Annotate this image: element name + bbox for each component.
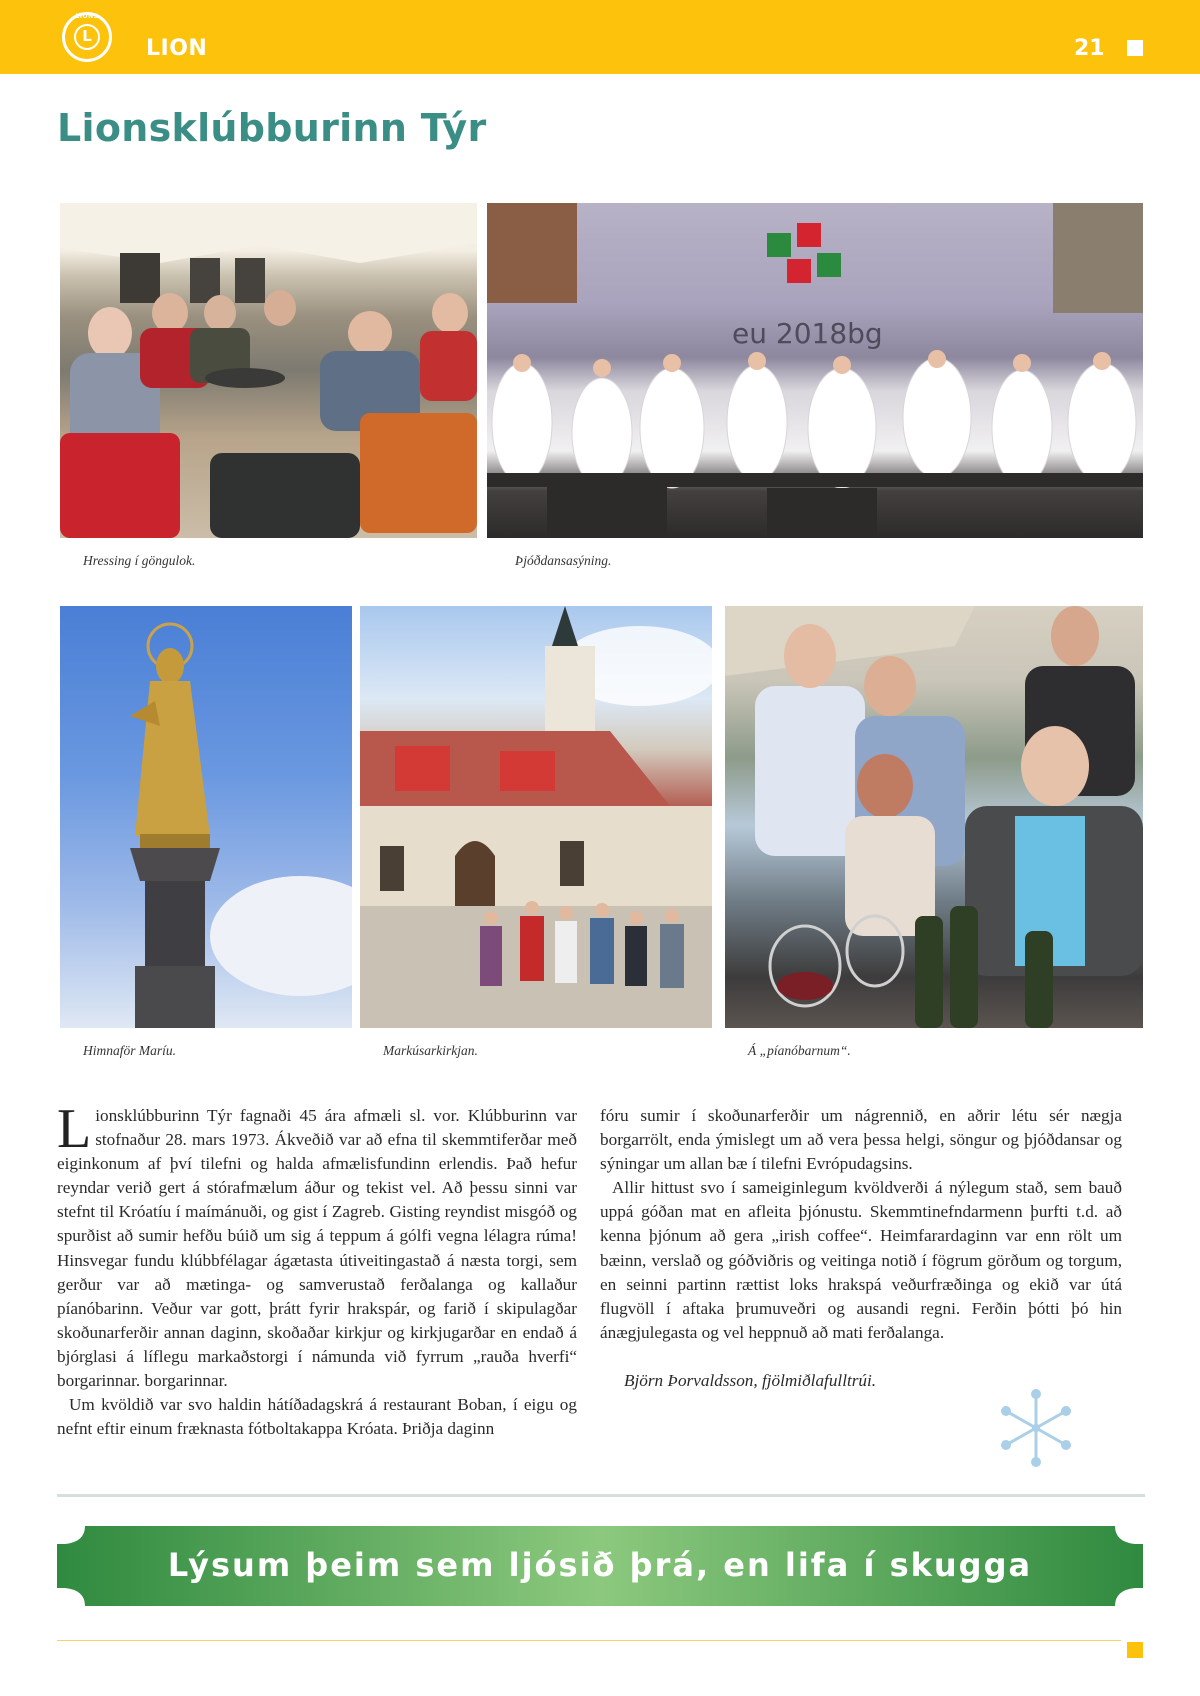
author-signature: Björn Þorvaldsson, fjölmiðlafulltrúi.: [624, 1370, 877, 1390]
photo-dancers-illustration: [487, 203, 1143, 538]
photo-caption-4: Markúsarkirkjan.: [383, 1043, 478, 1058]
slogan-banner: [57, 1526, 1143, 1606]
photo-caption-1: Hressing í göngulok.: [83, 553, 196, 568]
photo-caption-2: Þjóðdansasýning.: [515, 553, 612, 568]
article-column-2: [600, 1104, 1122, 1393]
page-number: 21: [1074, 36, 1105, 61]
photo-caption-5: Á „píanóbarnum“.: [748, 1043, 851, 1058]
section-divider: [57, 1494, 1145, 1497]
paragraph-4: Allir hittust svo í sameiginlegum kvöldverði á nýlegum stað, sem bauð uppá góðan mat en afleita þjónustu. Skemmtinefndarmenn þurfti t.d. að kenna þjónum að gera „irish coffee“. Heimfarardaginn var enn rölt um bæinn, verslað og góðviðris og veitinga notið í fögrum görðum og torgum, en seinni partinn rættist loks hrakspá veðurfræðinga og ekið var útá flugvöll í aftaka þrumuveðri og ausandi regni. Ferðin þótti þó hin ánægjulegasta og vel heppnuð að mati ferðalanga.: [600, 1178, 1122, 1342]
photo-st-marks-church: [360, 606, 712, 1028]
photo-pianobar-group: [725, 606, 1143, 1028]
photo-caption-3: Himnaför Maríu.: [83, 1043, 177, 1058]
photo-cafe-group: [60, 203, 477, 538]
photo-pianobar-illustration: [725, 606, 1143, 1028]
svg-text:eu 2018bg: eu 2018bg: [732, 317, 883, 350]
footer-square-marker: [1127, 1642, 1143, 1658]
logo-letter: L: [82, 27, 92, 45]
article-column-1: [57, 1098, 577, 1441]
lions-logo: [62, 12, 112, 62]
photo-folk-dancers: [487, 203, 1143, 538]
logo-emblem: [74, 24, 100, 50]
paragraph-2: Um kvöldið var svo haldin hátíðadagskrá á restaurant Boban, í eigu og nefnt eftir einum fræknasta fótboltakappa Króata. Þriðja daginn: [57, 1395, 577, 1439]
magazine-name: LION: [146, 36, 208, 61]
drop-cap: L: [57, 1098, 92, 1160]
paragraph-1-text: ionsklúbburinn Týr fagnaði 45 ára afmæli sl. vor. Klúbburinn var stofnaður 28. mars 1973. Ákveðið var að efna til skemmtiferðar með eiginkonum af því tilefni og halda afmælisfundinn erlendis. Það hefur reyndar verið gert á stórafmælum áður og tekist vel. Að þessu sinni var stefnt til Króatíu í maímánuði, og gist í Zagreb. Gisting reyndist misgóð og spurðist að sumir hefðu búið um sig á teppum á gólfi vegna lélagra rúma! Hinsvegar fundu klúbbfélagar ágætasta útiveitingastað á næsta torgi, sem gerður var að mætinga- og samverustað ferðalanga og kallaður píanóbarinn. Veður var gott, þrátt fyrir hrakspár, og farið í skipulagðar skoðunarferðir annan daginn, skoðaðar kirkjur og kirkjugarðar en endað á bjórglasi á líflegu markaðstorgi í námunda við fyrrum „rauða hverfi“ borgarinnar. borgarinnar.: [57, 1106, 577, 1391]
logo-text: LIONS: [75, 13, 99, 20]
header-bar: [0, 0, 1200, 74]
paragraph-3: fóru sumir í skoðunarferðir um nágrennið, en aðrir létu sér nægja borgarrölt, enda ýmislegt um að vera þessa helgi, söngur og þjóðdansar og sýningar um allan bæ í tilefni Evrópudagsins.: [600, 1106, 1122, 1174]
page-square-marker: [1127, 40, 1143, 56]
photo-church-illustration: [360, 606, 712, 1028]
paragraph-1: [57, 1098, 577, 1393]
snowflake-icon: [996, 1388, 1076, 1468]
banner-slogan: Lýsum þeim sem ljósið þrá, en lifa í skugga: [167, 1546, 1033, 1584]
footer-rule: [57, 1640, 1121, 1641]
article-title: Lionsklúbburinn Týr: [57, 106, 487, 150]
photo-statue-illustration: [60, 606, 352, 1028]
photo-statue-mary: [60, 606, 352, 1028]
photo-cafe-illustration: [60, 203, 477, 538]
